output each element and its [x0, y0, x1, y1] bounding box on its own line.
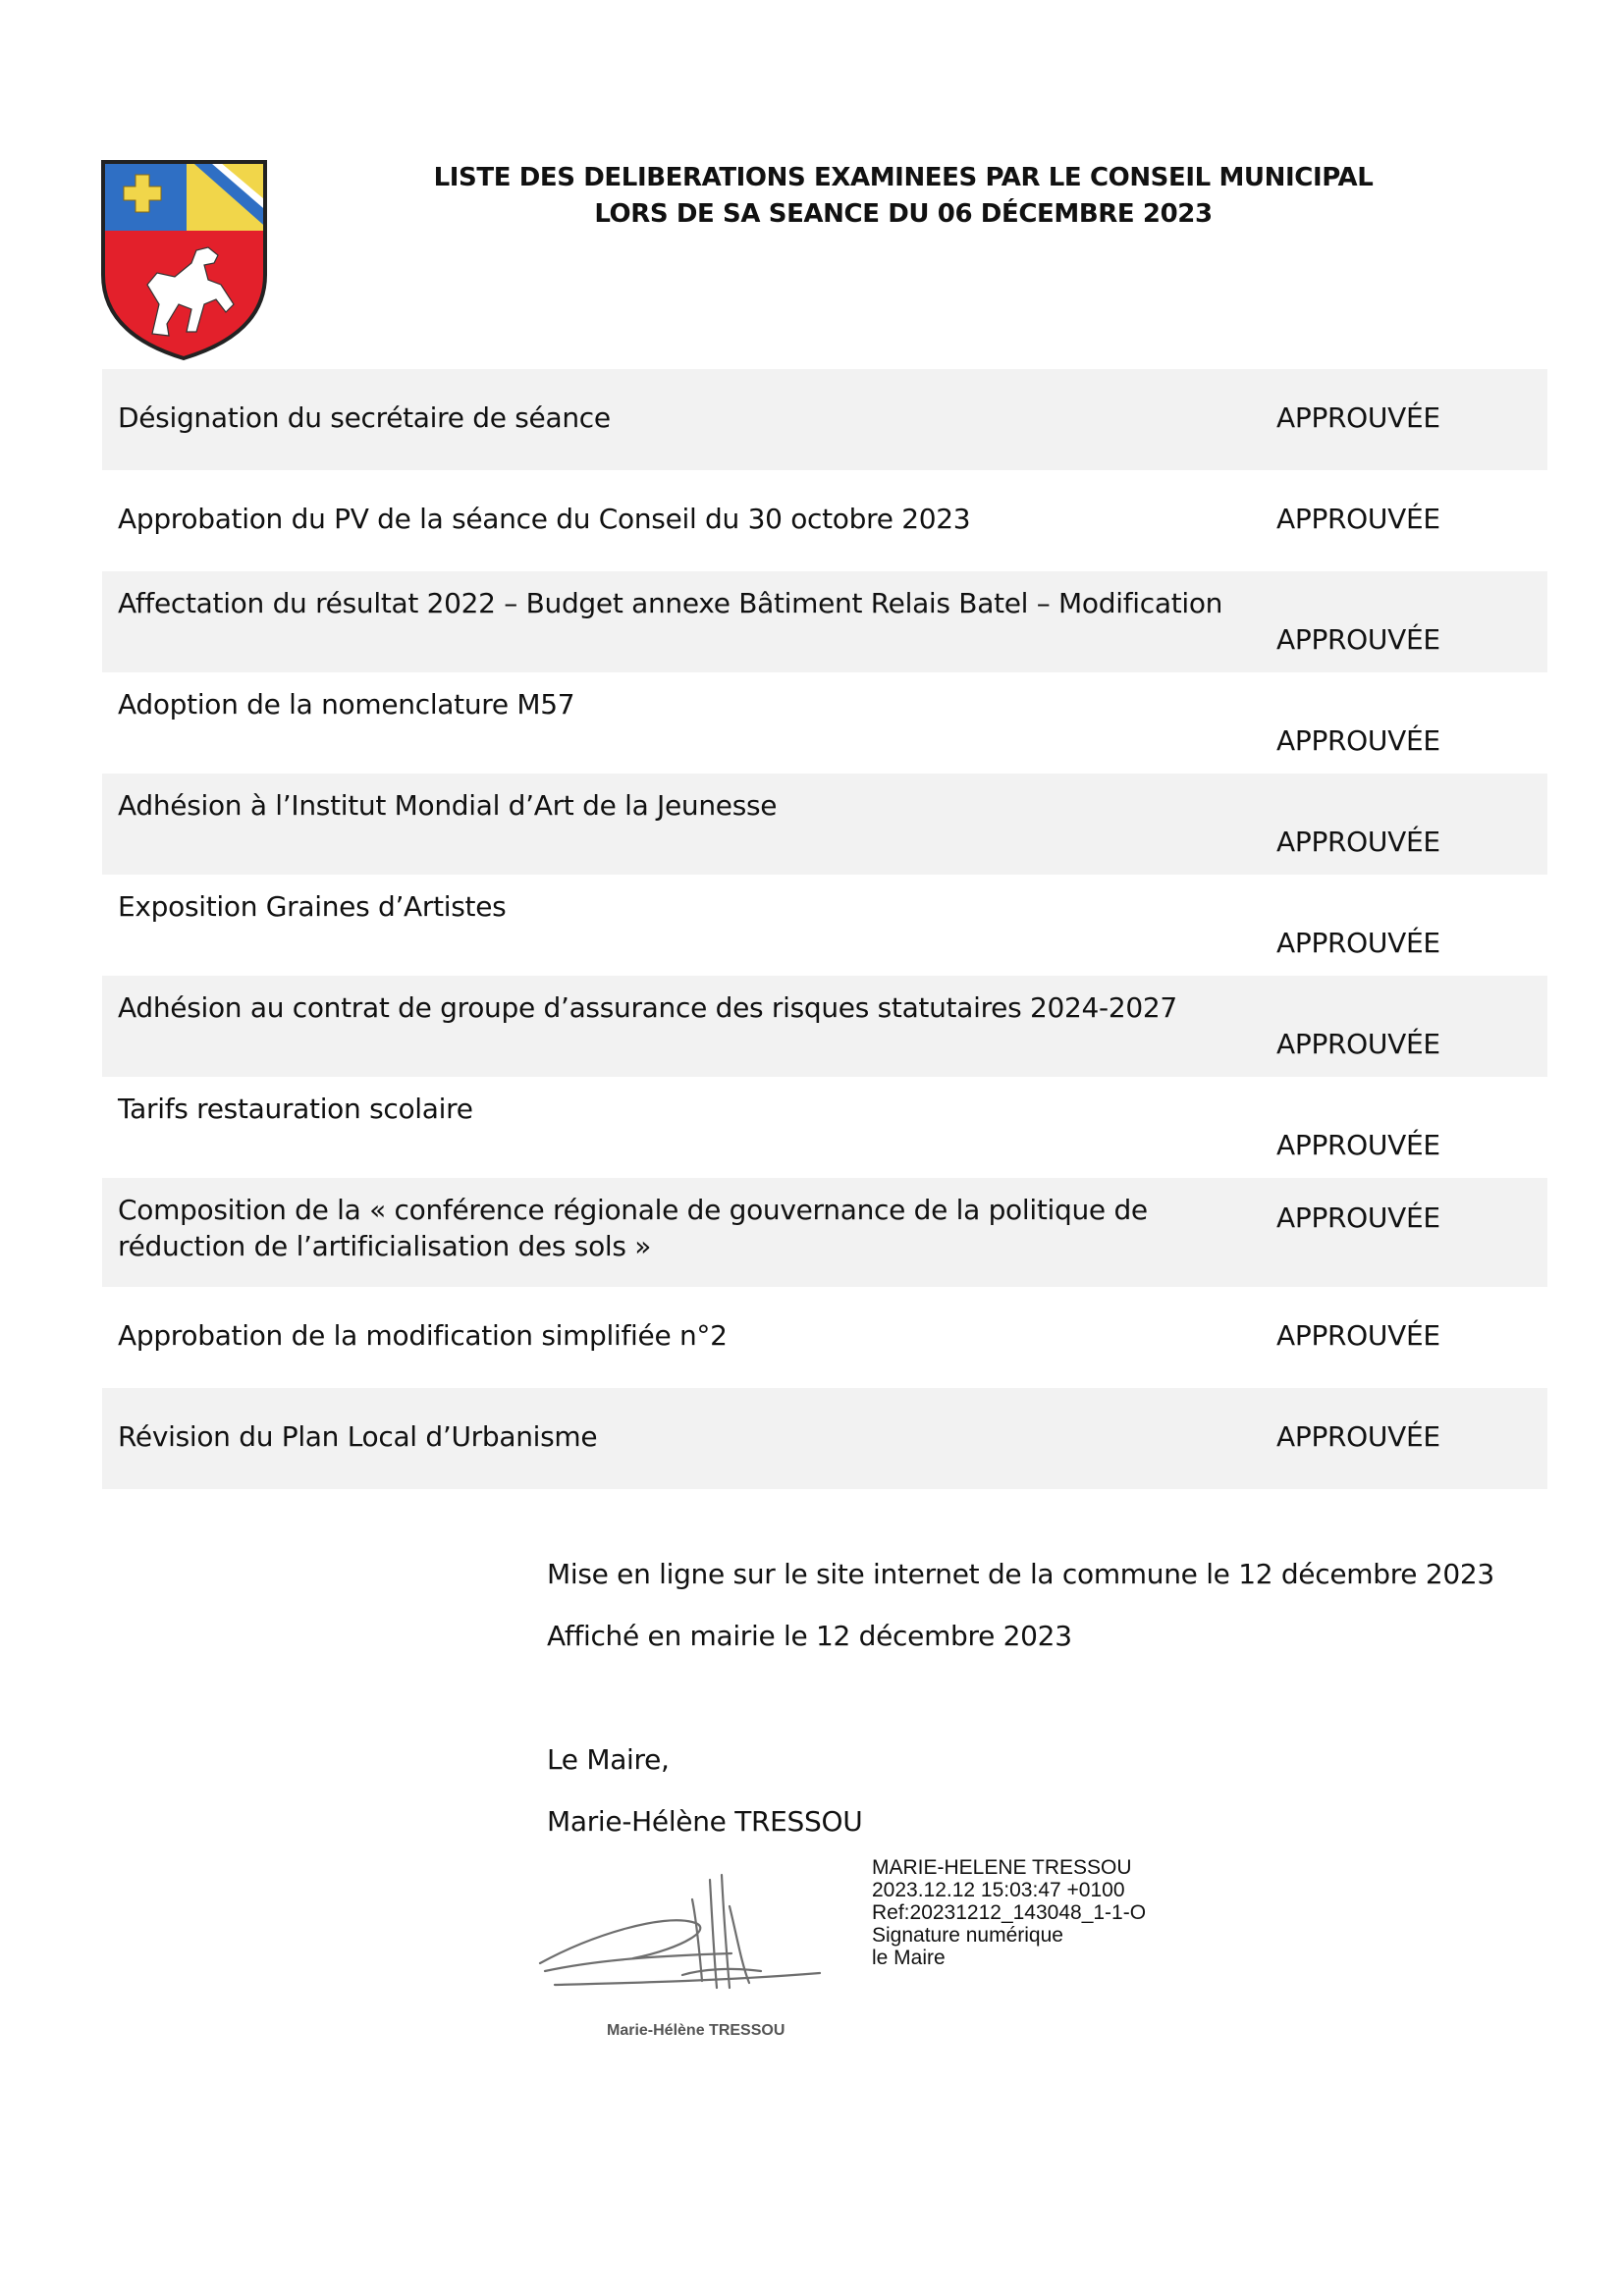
online-publication-notice: Mise en ligne sur le site internet de la commune le 12 décembre 2023: [547, 1558, 1494, 1590]
deliberation-status: APPROUVÉE: [1276, 1028, 1440, 1060]
deliberation-status: APPROUVÉE: [1276, 826, 1440, 858]
deliberation-status: APPROUVÉE: [1276, 401, 1440, 434]
table-row: [102, 1287, 1547, 1388]
deliberation-label: Désignation du secrétaire de séance: [118, 401, 611, 434]
deliberation-status: APPROUVÉE: [1276, 623, 1440, 656]
deliberation-label: Affectation du résultat 2022 – Budget annexe Bâtiment Relais Batel – Modification: [118, 587, 1223, 619]
document-title: [412, 160, 1394, 233]
deliberation-label: Adhésion à l’Institut Mondial d’Art de la Jeunesse: [118, 789, 778, 822]
deliberation-label: Adhésion au contrat de groupe d’assurance des risques statutaires 2024-2027: [118, 991, 1177, 1024]
table-row: [102, 1178, 1547, 1287]
municipal-coat-of-arms: [98, 157, 270, 363]
deliberation-label: Exposition Graines d’Artistes: [118, 890, 507, 923]
deliberation-label: Approbation de la modification simplifiée n°2: [118, 1319, 728, 1352]
deliberation-label: [118, 1192, 1149, 1264]
signatory-name: Marie-Hélène TRESSOU: [547, 1805, 863, 1838]
title-line-1: LISTE DES DELIBERATIONS EXAMINEES PAR LE CONSEIL MUNICIPAL: [433, 163, 1374, 192]
signature-caption: Marie-Hélène TRESSOU: [607, 2022, 785, 2039]
deliberation-label: Tarifs restauration scolaire: [118, 1093, 473, 1125]
digital-signature-block: [872, 1856, 1146, 1969]
table-row: [102, 875, 1547, 976]
deliberation-status: APPROUVÉE: [1276, 927, 1440, 959]
deliberation-status: APPROUVÉE: [1276, 1201, 1440, 1234]
deliberation-label: Révision du Plan Local d’Urbanisme: [118, 1420, 598, 1453]
table-row: [102, 976, 1547, 1077]
table-row: [102, 1077, 1547, 1178]
table-row: [102, 774, 1547, 875]
digital-signature-ref: Ref:20231212_143048_1-1-O: [872, 1901, 1147, 1924]
table-row: [102, 470, 1547, 571]
digital-signature-name: MARIE-HELENE TRESSOU: [872, 1856, 1132, 1879]
signatory-title: Le Maire,: [547, 1743, 670, 1776]
deliberation-label-line: réduction de l’artificialisation des sols »: [118, 1230, 652, 1262]
digital-signature-timestamp: 2023.12.12 15:03:47 +0100: [872, 1879, 1125, 1901]
deliberation-label-line: Composition de la « conférence régionale de gouvernance de la politique de: [118, 1194, 1148, 1226]
table-row: [102, 672, 1547, 774]
handwritten-signature: [535, 1865, 830, 2007]
deliberation-status: APPROUVÉE: [1276, 1319, 1440, 1352]
deliberation-label: Adoption de la nomenclature M57: [118, 688, 575, 721]
title-line-2: LORS DE SA SEANCE DU 06 DÉCEMBRE 2023: [594, 199, 1213, 229]
deliberations-table: [102, 369, 1547, 1489]
digital-signature-role: le Maire: [872, 1947, 946, 1969]
digital-signature-type: Signature numérique: [872, 1924, 1063, 1947]
posting-notice: Affiché en mairie le 12 décembre 2023: [547, 1620, 1072, 1652]
deliberation-status: APPROUVÉE: [1276, 1129, 1440, 1161]
deliberation-label: Approbation du PV de la séance du Conseil du 30 octobre 2023: [118, 503, 971, 535]
deliberation-status: APPROUVÉE: [1276, 503, 1440, 535]
table-row: [102, 571, 1547, 672]
deliberation-status: APPROUVÉE: [1276, 1420, 1440, 1453]
table-row: [102, 369, 1547, 470]
deliberation-status: APPROUVÉE: [1276, 724, 1440, 757]
table-row: [102, 1388, 1547, 1489]
